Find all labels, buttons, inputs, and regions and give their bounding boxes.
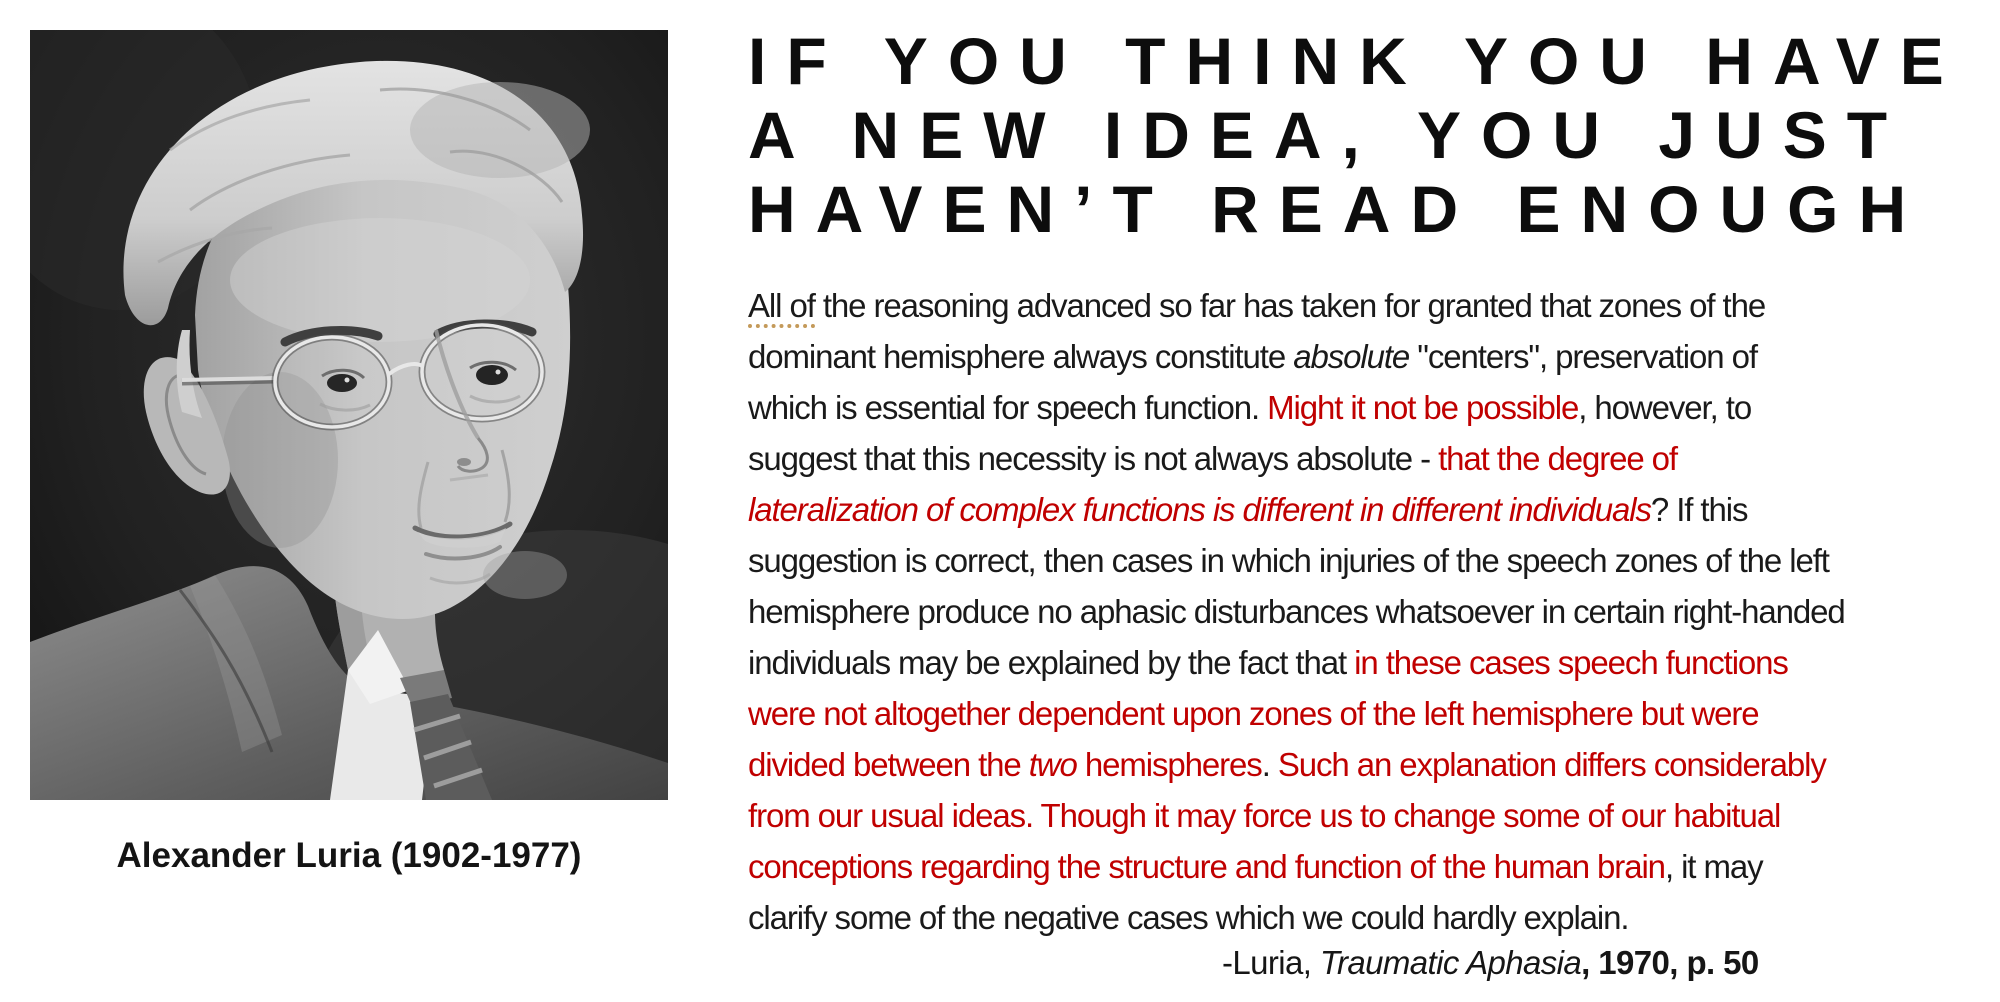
photo-caption: Alexander Luria (1902-1977) [116, 836, 582, 875]
slide-title [748, 24, 2000, 246]
quote-text-run: "centers", preservation of [1409, 338, 1757, 375]
quote-text-run: divided between the [748, 746, 1029, 783]
attribution-line [1222, 944, 1759, 982]
quote-text-run: individuals may be explained by the fact that [748, 644, 1355, 681]
quote-text-run: , however, to [1578, 389, 1752, 426]
quote-text-run: dominant hemisphere always constitute [748, 338, 1294, 375]
quote-text-run: the reasoning advanced so far has taken for granted that zones of the [814, 287, 1766, 324]
quote-line [748, 892, 2000, 943]
quote-line [748, 382, 2000, 433]
quote-text-run: suggestion is correct, then cases in which injuries of the speech zones of the left [748, 542, 1829, 579]
quote-text-run: conceptions regarding the structure and function of the human brain [748, 848, 1665, 885]
quote-text-run: All of [748, 287, 815, 328]
attribution-work-title: Traumatic Aphasia [1319, 944, 1582, 981]
luria-portrait-photo [30, 30, 668, 800]
quote-text-run: ? If this [1650, 491, 1748, 528]
quote-text-run: from our usual ideas. Though it may force us to change some of our habitual [748, 797, 1781, 834]
quote-text-run: absolute [1293, 338, 1410, 375]
title-line-2: A NEW IDEA, YOU JUST [748, 98, 1908, 172]
attribution-suffix: , 1970, p. 50 [1581, 944, 1759, 981]
quote-line [748, 637, 2000, 688]
quote-text-run: hemispheres [1076, 746, 1262, 783]
quote-text-run: suggest that this necessity is not always absolute - [748, 440, 1439, 477]
quote-text-run: lateralization of complex functions is different in different individuals [748, 491, 1651, 528]
quote-line [748, 586, 2000, 637]
quote-line [748, 280, 2000, 331]
quote-line [748, 535, 2000, 586]
quote-text-run: Such an explanation differs considerably [1277, 746, 1826, 783]
quote-text-run: in these cases speech functions [1354, 644, 1788, 681]
quote-line [748, 484, 2000, 535]
quote-line [748, 331, 2000, 382]
quote-text-run: . [1261, 746, 1278, 783]
quote-text-run: , it may [1664, 848, 1763, 885]
quote-line [748, 433, 2000, 484]
quote-text-run: which is essential for speech function. [748, 389, 1268, 426]
quote-line [748, 841, 2000, 892]
portrait-image [30, 30, 668, 800]
quote-line [748, 790, 2000, 841]
title-line-3: HAVEN’T READ ENOUGH [748, 172, 1927, 246]
quote-text-run: two [1028, 746, 1077, 783]
quote-text-run: clarify some of the negative cases which we could hardly explain. [748, 899, 1629, 936]
attribution-prefix: -Luria, [1222, 944, 1320, 981]
quote-text-run: that the degree of [1438, 440, 1677, 477]
quote-text-run: Might it not be possible [1267, 389, 1579, 426]
quote-text-run: were not altogether dependent upon zones of the left hemisphere but were [748, 695, 1759, 732]
title-line-1: IF YOU THINK YOU HAVE [748, 24, 1964, 98]
quote-line [748, 739, 2000, 790]
quote-line [748, 688, 2000, 739]
quote-text-run: hemisphere produce no aphasic disturbances whatsoever in certain right-handed [748, 593, 1845, 630]
quote-paragraph [748, 280, 2000, 943]
